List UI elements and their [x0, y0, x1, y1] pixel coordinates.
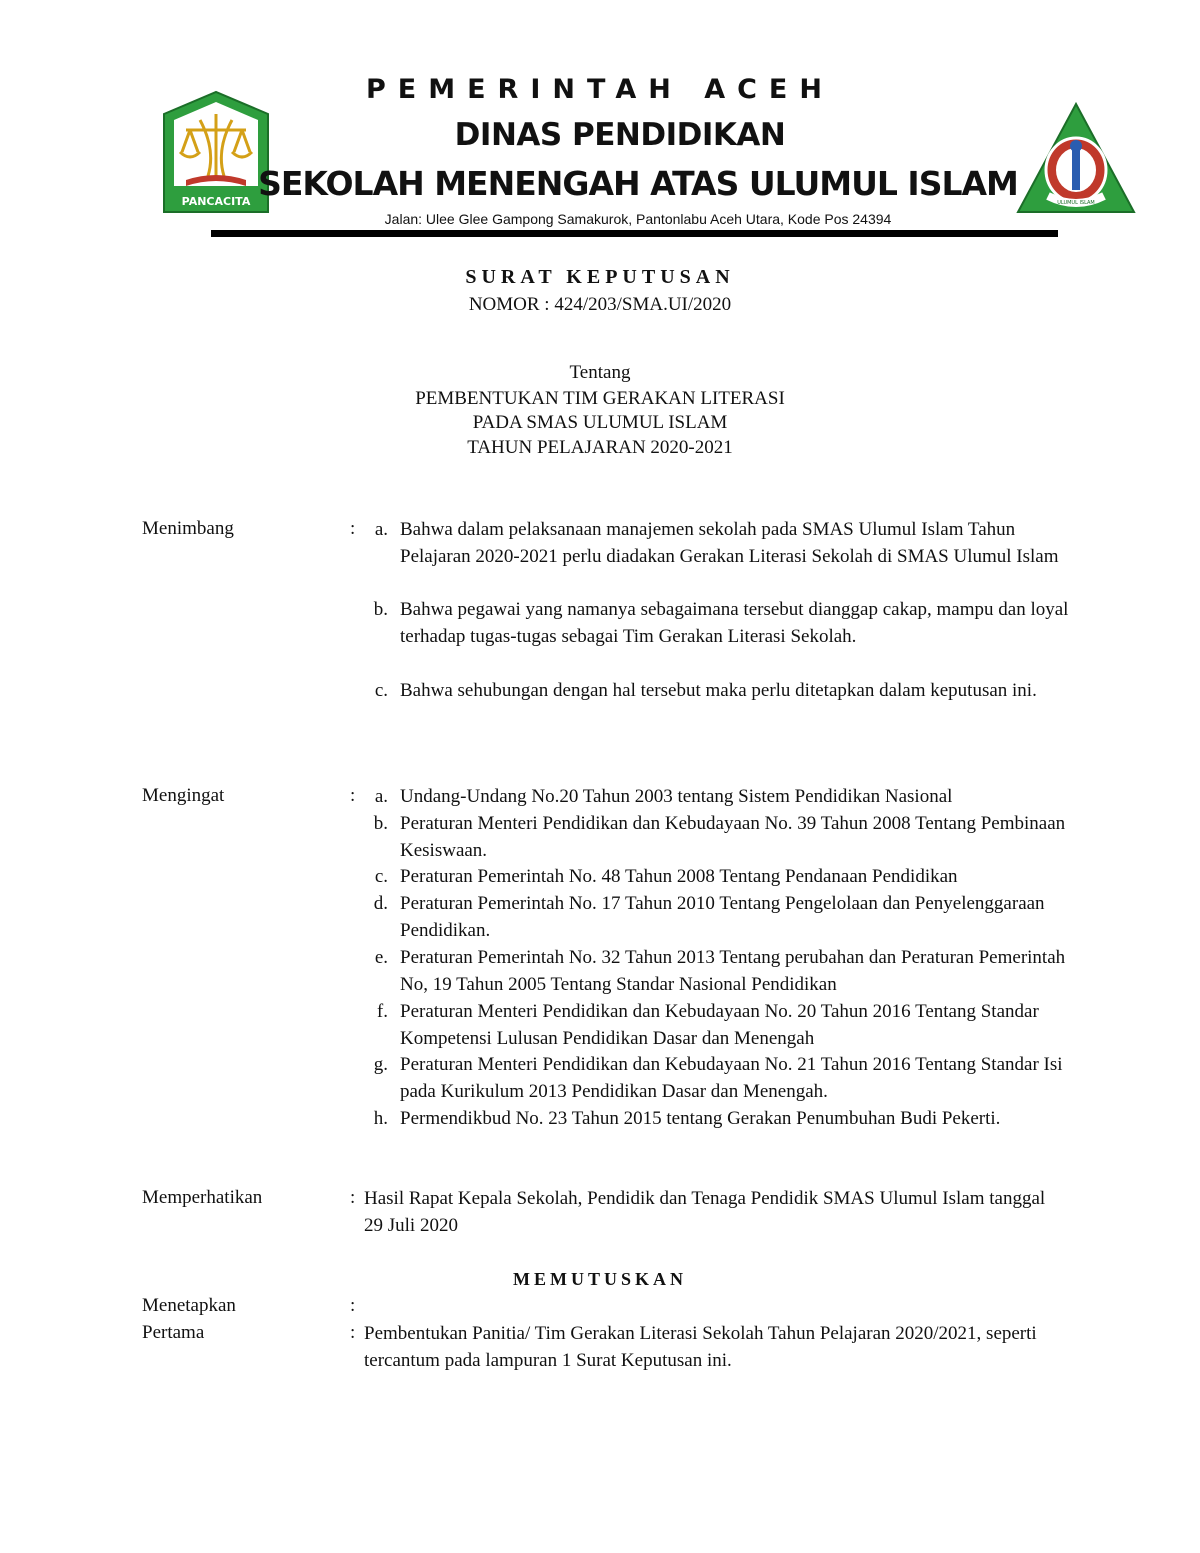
- item-text: Peraturan Pemerintah No. 48 Tahun 2008 Tentang Pendanaan Pendidikan: [400, 866, 958, 887]
- subject-line: TAHUN PELAJARAN 2020-2021: [467, 437, 733, 458]
- item-marker: c.: [374, 866, 388, 887]
- item-marker: a.: [374, 786, 388, 807]
- item-marker: b.: [373, 813, 388, 834]
- school-logo-text: ULUMUL ISLAM: [1057, 200, 1095, 206]
- about-label: Tentang: [569, 362, 631, 383]
- item-marker: f.: [376, 1001, 388, 1022]
- item-text: Peraturan Menteri Pendidikan dan Kebudayaan No. 21 Tahun 2016 Tentang Standar Isi pada Kurikulum 2013 Pendidikan Dasar dan Menengah.: [400, 1054, 1063, 1102]
- item-text: Peraturan Menteri Pendidikan dan Kebudayaan No. 39 Tahun 2008 Tentang Pembinaan Kesiswaan.: [400, 813, 1066, 861]
- school-logo: [1014, 100, 1138, 216]
- item-marker: b.: [373, 599, 388, 620]
- item-text: Peraturan Menteri Pendidikan dan Kebudayaan No. 20 Tahun 2016 Tentang Standar Kompetensi Lulusan Pendidikan Dasar dan Menengah: [400, 1001, 1039, 1049]
- memperhatikan-text: Hasil Rapat Kepala Sekolah, Pendidik dan Tenaga Pendidik SMAS Ulumul Islam tanggal 29 Juli 2020: [364, 1188, 1046, 1236]
- subject-line: PEMBENTUKAN TIM GERAKAN LITERASI: [415, 388, 785, 409]
- agency-name: DINAS PENDIDIKAN: [454, 117, 786, 153]
- colon: :: [350, 1187, 356, 1208]
- letterhead-rule: [211, 230, 1058, 237]
- pancacita-logo-text: PANCACITA: [181, 195, 251, 208]
- subject-line: PADA SMAS ULUMUL ISLAM: [472, 412, 728, 433]
- item-text: Undang-Undang No.20 Tahun 2003 tentang Sistem Pendidikan Nasional: [400, 786, 953, 807]
- school-name: SEKOLAH MENENGAH ATAS ULUMUL ISLAM: [258, 164, 1018, 203]
- item-text: Bahwa dalam pelaksanaan manajemen sekolah pada SMAS Ulumul Islam Tahun Pelajaran 2020-2021 perlu diadakan Gerakan Literasi Sekolah di SMAS Ulumul Islam: [400, 519, 1059, 567]
- government-name: PEMERINTAH ACEH: [366, 74, 834, 105]
- memutuskan-heading: MEMUTUSKAN: [513, 1269, 687, 1289]
- menetapkan-label: Menetapkan: [142, 1295, 236, 1316]
- mengingat-label: Mengingat: [142, 785, 225, 806]
- item-marker: c.: [374, 680, 388, 701]
- document-title: SURAT KEPUTUSAN: [465, 266, 735, 288]
- colon: :: [350, 1295, 356, 1316]
- item-text: Bahwa pegawai yang namanya sebagaimana tersebut dianggap cakap, mampu dan loyal terhadap tugas-tugas sebagai Tim Gerakan Literasi Sekolah.: [400, 599, 1069, 647]
- colon: :: [350, 785, 356, 806]
- item-marker: h.: [373, 1108, 388, 1129]
- item-marker: a.: [374, 519, 388, 540]
- colon: :: [350, 1322, 356, 1343]
- document-number: NOMOR : 424/203/SMA.UI/2020: [468, 294, 732, 315]
- pertama-text: Pembentukan Panitia/ Tim Gerakan Literasi Sekolah Tahun Pelajaran 2020/2021, seperti tercantum pada lampuran 1 Surat Keputusan ini.: [364, 1323, 1037, 1371]
- item-text: Peraturan Pemerintah No. 32 Tahun 2013 Tentang perubahan dan Peraturan Pemerintah No, 19 Tahun 2005 Tentang Standar Nasional Pendidikan: [400, 947, 1066, 995]
- pertama-label: Pertama: [142, 1322, 205, 1343]
- item-marker: d.: [373, 893, 388, 914]
- colon: :: [350, 518, 356, 539]
- item-text: Bahwa sehubungan dengan hal tersebut maka perlu ditetapkan dalam keputusan ini.: [400, 680, 1037, 701]
- memperhatikan-label: Memperhatikan: [142, 1187, 263, 1208]
- item-marker: g.: [373, 1054, 388, 1075]
- item-marker: e.: [374, 947, 388, 968]
- menimbang-label: Menimbang: [142, 518, 234, 539]
- item-text: Permendikbud No. 23 Tahun 2015 tentang Gerakan Penumbuhan Budi Pekerti.: [400, 1108, 1001, 1129]
- school-address: Jalan: Ulee Glee Gampong Samakurok, Pantonlabu Aceh Utara, Kode Pos 24394: [384, 211, 892, 227]
- item-text: Peraturan Pemerintah No. 17 Tahun 2010 Tentang Pengelolaan dan Penyelenggaraan Pendidikan.: [400, 893, 1045, 941]
